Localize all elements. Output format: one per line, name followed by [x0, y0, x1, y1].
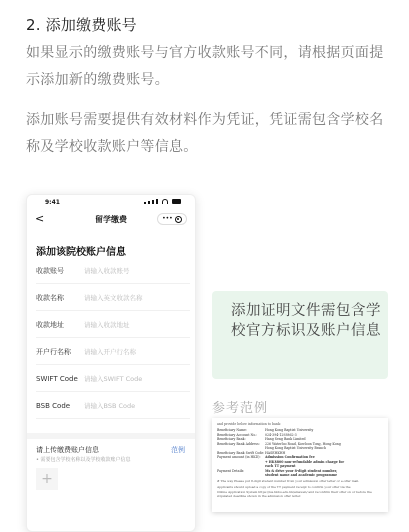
- status-bar: [27, 195, 195, 209]
- step-title: 2. 添加缴费账号: [26, 16, 137, 34]
- doc-row: Beneficiary Bank: Hang Seng Bank Limited: [217, 437, 306, 441]
- callout-text: 添加证明文件需包含学校官方标识及账户信息: [231, 303, 381, 339]
- account-name-input[interactable]: 请输入英文收款名称: [84, 294, 143, 302]
- doc-note: stipulated deadline shown in the admission offer letter.: [217, 494, 301, 498]
- back-icon[interactable]: <: [35, 212, 45, 225]
- close-target-icon[interactable]: [175, 216, 182, 223]
- example-link[interactable]: 范例: [171, 446, 185, 454]
- step-description: 如果显示的缴费账号与官方收款账号不同，请根据页面提示添加新的缴费账号。: [26, 45, 384, 88]
- upload-add-button[interactable]: [36, 468, 58, 490]
- field-label: 开户行名称: [36, 347, 71, 356]
- doc-row: + HK$800 non-refundable admin charge for: [265, 459, 345, 464]
- form-title: 添加该院校账户信息: [36, 247, 126, 258]
- upload-hint: • 需要包含学校名称以及学校收款账户信息: [36, 457, 131, 463]
- signal-icon: [144, 202, 146, 204]
- form-row-bank-name: [36, 339, 190, 365]
- swift-code-input[interactable]: 请输入SWIFT Code: [84, 375, 143, 383]
- reference-document: [212, 418, 388, 512]
- form-row-swift-code: [36, 366, 190, 392]
- status-time: 9:41: [45, 199, 60, 206]
- mini-program-capsule: [157, 213, 187, 225]
- account-number-input[interactable]: 请输入收款账号: [84, 267, 130, 275]
- field-label: 收款账号: [36, 266, 64, 275]
- phone-mockup: [26, 194, 196, 532]
- doc-row: Hong Kong Baptist University Branch: [265, 446, 327, 450]
- doc-row: each TT payment: [265, 464, 296, 468]
- doc-intro: and provide below information to bank:: [217, 422, 281, 426]
- status-icons: [144, 199, 181, 204]
- nav-bar: [27, 211, 195, 229]
- doc-row: student name and academic programme: [265, 473, 338, 477]
- plus-icon: +: [41, 471, 53, 487]
- upload-title: 请上传缴费账户信息: [36, 446, 99, 454]
- bank-name-input[interactable]: 请输入开户行名称: [84, 348, 136, 356]
- doc-note: Online Application System https://iss.hkbu.edu.hk/amsweb/ and reconfirm their offer on or before the: [217, 489, 372, 494]
- field-label: 收款名称: [36, 293, 64, 302]
- doc-row: Beneficiary Bank Swift Code:HASEHKHH: [217, 450, 286, 455]
- doc-row: Beneficiary Name: Hong Kong Baptist University: [217, 428, 314, 432]
- doc-note: # The way Please put 8-digit student number from your admission offer letter or e-offer mail.: [217, 479, 360, 483]
- form-row-account-name: [36, 285, 190, 311]
- reference-label: 参考范例: [212, 401, 269, 416]
- battery-icon: [172, 199, 181, 204]
- bsb-code-input[interactable]: 请输入BSB Code: [84, 402, 136, 410]
- wifi-icon: [162, 199, 168, 204]
- doc-row: Payment Details: Ms & drive your 8-digit student number,: [217, 468, 338, 473]
- field-label: SWIFT Code: [36, 374, 78, 383]
- doc-note: Applicants should upload a copy of the TT payment receipt to confirm your offer via the: [217, 485, 351, 489]
- form-row-account-number: [36, 258, 190, 284]
- form-row-account-address: [36, 312, 190, 338]
- step-requirement: 添加账号需要提供有效材料作为凭证，凭证需包含学校名称及学校收款账户等信息。: [26, 112, 384, 155]
- field-label: BSB Code: [36, 401, 71, 410]
- upload-section: [27, 433, 195, 532]
- doc-row: Beneficiary Bank Address: 226 Waterloo Road, Kowloon Tong, Hong Kong: [217, 441, 341, 446]
- doc-row: Beneficiary Account No.: 024-394-1293862-3: [217, 432, 297, 437]
- doc-row: Payment amount (in HKD): Admission Confirmation fee: [217, 455, 315, 459]
- account-address-input[interactable]: 请输入收款地址: [84, 321, 130, 329]
- field-label: 收款地址: [36, 320, 64, 329]
- more-icon[interactable]: •••: [162, 215, 173, 222]
- callout-box: [212, 291, 388, 379]
- nav-title: 留学缴费: [95, 215, 127, 224]
- form-row-bsb-code: [36, 393, 190, 419]
